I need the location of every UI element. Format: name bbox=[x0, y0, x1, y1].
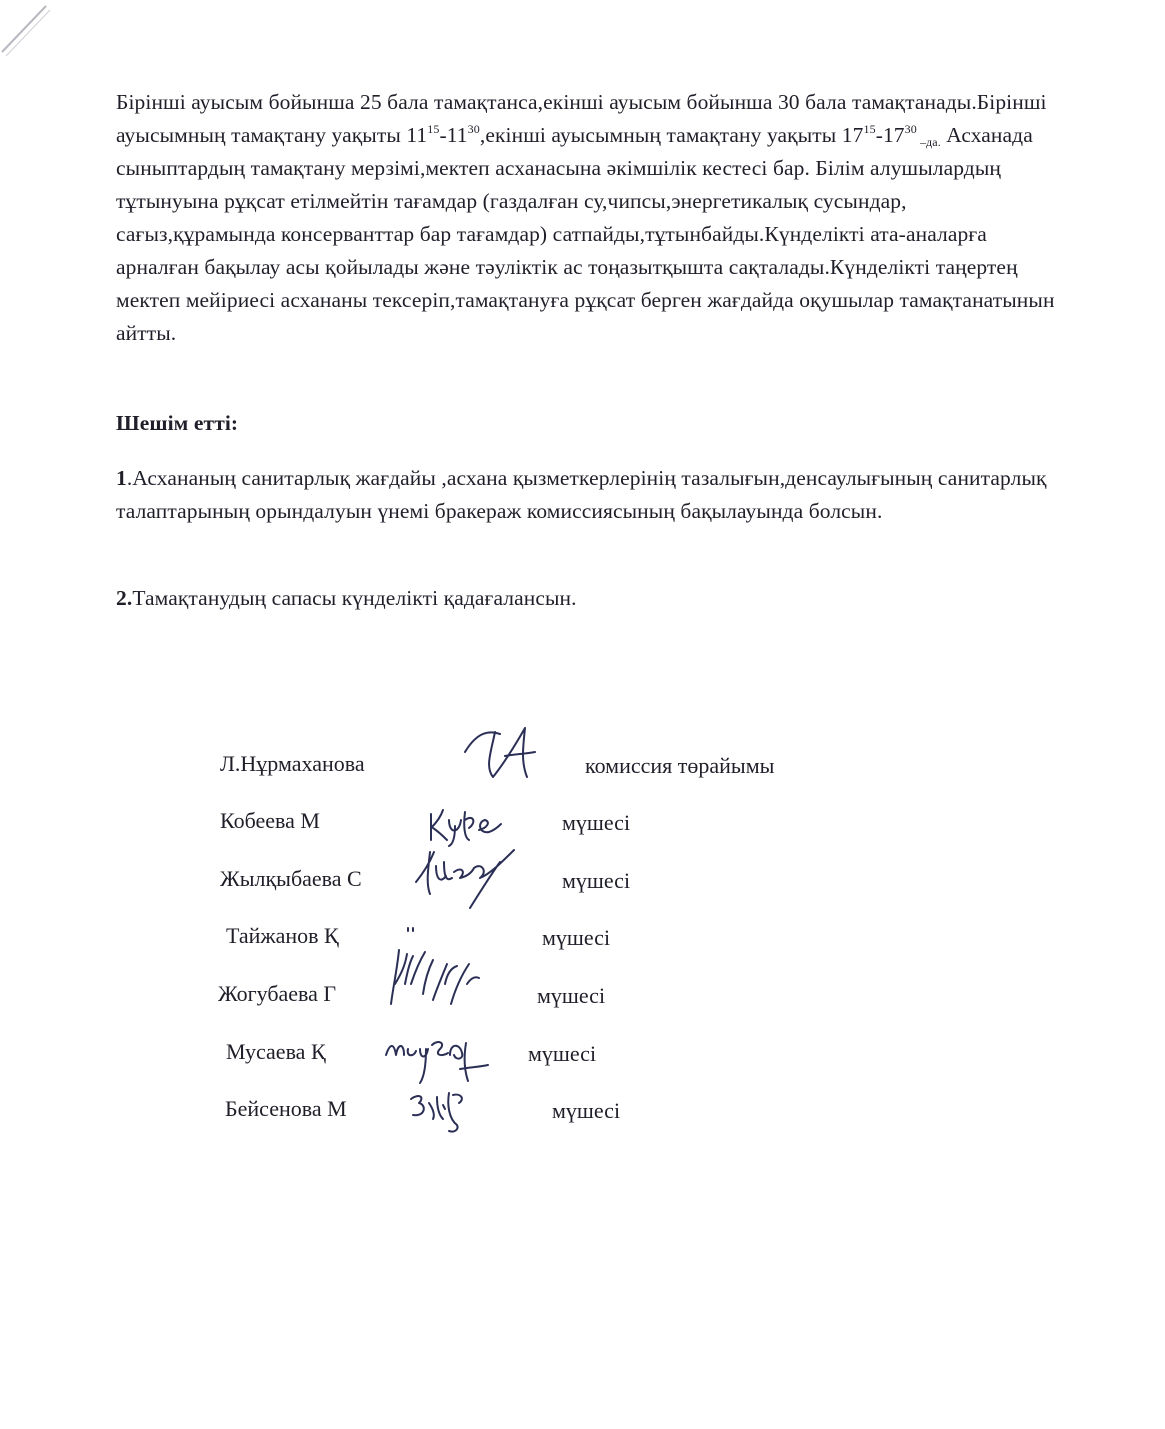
item-number: 1 bbox=[116, 466, 127, 490]
body-paragraph: Бірінші ауысым бойынша 25 бала тамақтанса,екінші ауысым бойынша 30 бала тамақтанады.Бірінші ауысымның тамақтану уақыты $11^{15}-11^{30},екінші$ ауысымның тамақтану уақыты $17^{15}-17^{30}$ $_{-да.}$ Асханада сыныптардың тамақтану мерзімі,мектеп асханасына әкімшілік кестесі бар. Білім алушылардың тұтынуына рұқсат етілмейтін тағамдар (газдалған су,чипсы,энергетикалық сусындар, сағыз,құрамында консерванттар бар тағамдар) сатпайды,тұтынбайды.Күнделікті ата-аналарға арналған бақылау асы қойылады және тәуліктік ас тоңазытқышта сақталады.Күнделікті таңертең мектеп мейіриесі асхананы тексеріп,тамақтануға рұқсат берген жағдайда оқушылар тамақтанатынын айтты. bbox=[116, 90, 1055, 345]
signatory-name: Бейсенова М bbox=[225, 1096, 347, 1121]
decision-item-1: 1.Асхананың санитарлық жағдайы ,асхана қызметкерлерінің тазалығын,денсаулығының санитарлық талаптарының орындалуын үнемі бракераж комиссиясының бақылауында болсын. bbox=[116, 466, 1047, 523]
handwritten-signature bbox=[405, 1085, 475, 1137]
signatory-name: Кобеева М bbox=[220, 808, 320, 833]
handwritten-signature bbox=[380, 1025, 490, 1087]
signatory-name: Жылқыбаева С bbox=[220, 866, 362, 891]
signatory-role: мүшесі bbox=[562, 810, 631, 835]
signatory-name: Л.Нұрмаханова bbox=[220, 751, 365, 776]
signatory-role: комиссия төрайымы bbox=[585, 753, 775, 778]
signatory-role: мүшесі bbox=[552, 1098, 621, 1123]
handwritten-signature bbox=[385, 944, 485, 1010]
scan-corner-mark bbox=[0, 0, 60, 60]
handwritten-signature bbox=[425, 800, 505, 848]
handwritten-signature bbox=[455, 722, 545, 782]
signatory-role: мүшесі bbox=[542, 925, 611, 950]
signatory-role: мүшесі bbox=[562, 868, 631, 893]
decision-heading: Шешім етті: bbox=[116, 411, 239, 435]
signatory-role: мүшесі bbox=[537, 983, 606, 1008]
signature-mark bbox=[404, 926, 418, 934]
signatory-name: Мусаева Қ bbox=[226, 1039, 326, 1064]
signatory-name: Тайжанов Қ bbox=[226, 923, 339, 948]
decision-item-2: 2.Тамақтанудың сапасы күнделікті қадағалансын. bbox=[116, 586, 577, 610]
handwritten-signature bbox=[410, 842, 530, 912]
item-number: 2. bbox=[116, 586, 133, 610]
signatory-name: Жогубаева Г bbox=[218, 981, 337, 1006]
signatory-role: мүшесі bbox=[528, 1041, 597, 1066]
